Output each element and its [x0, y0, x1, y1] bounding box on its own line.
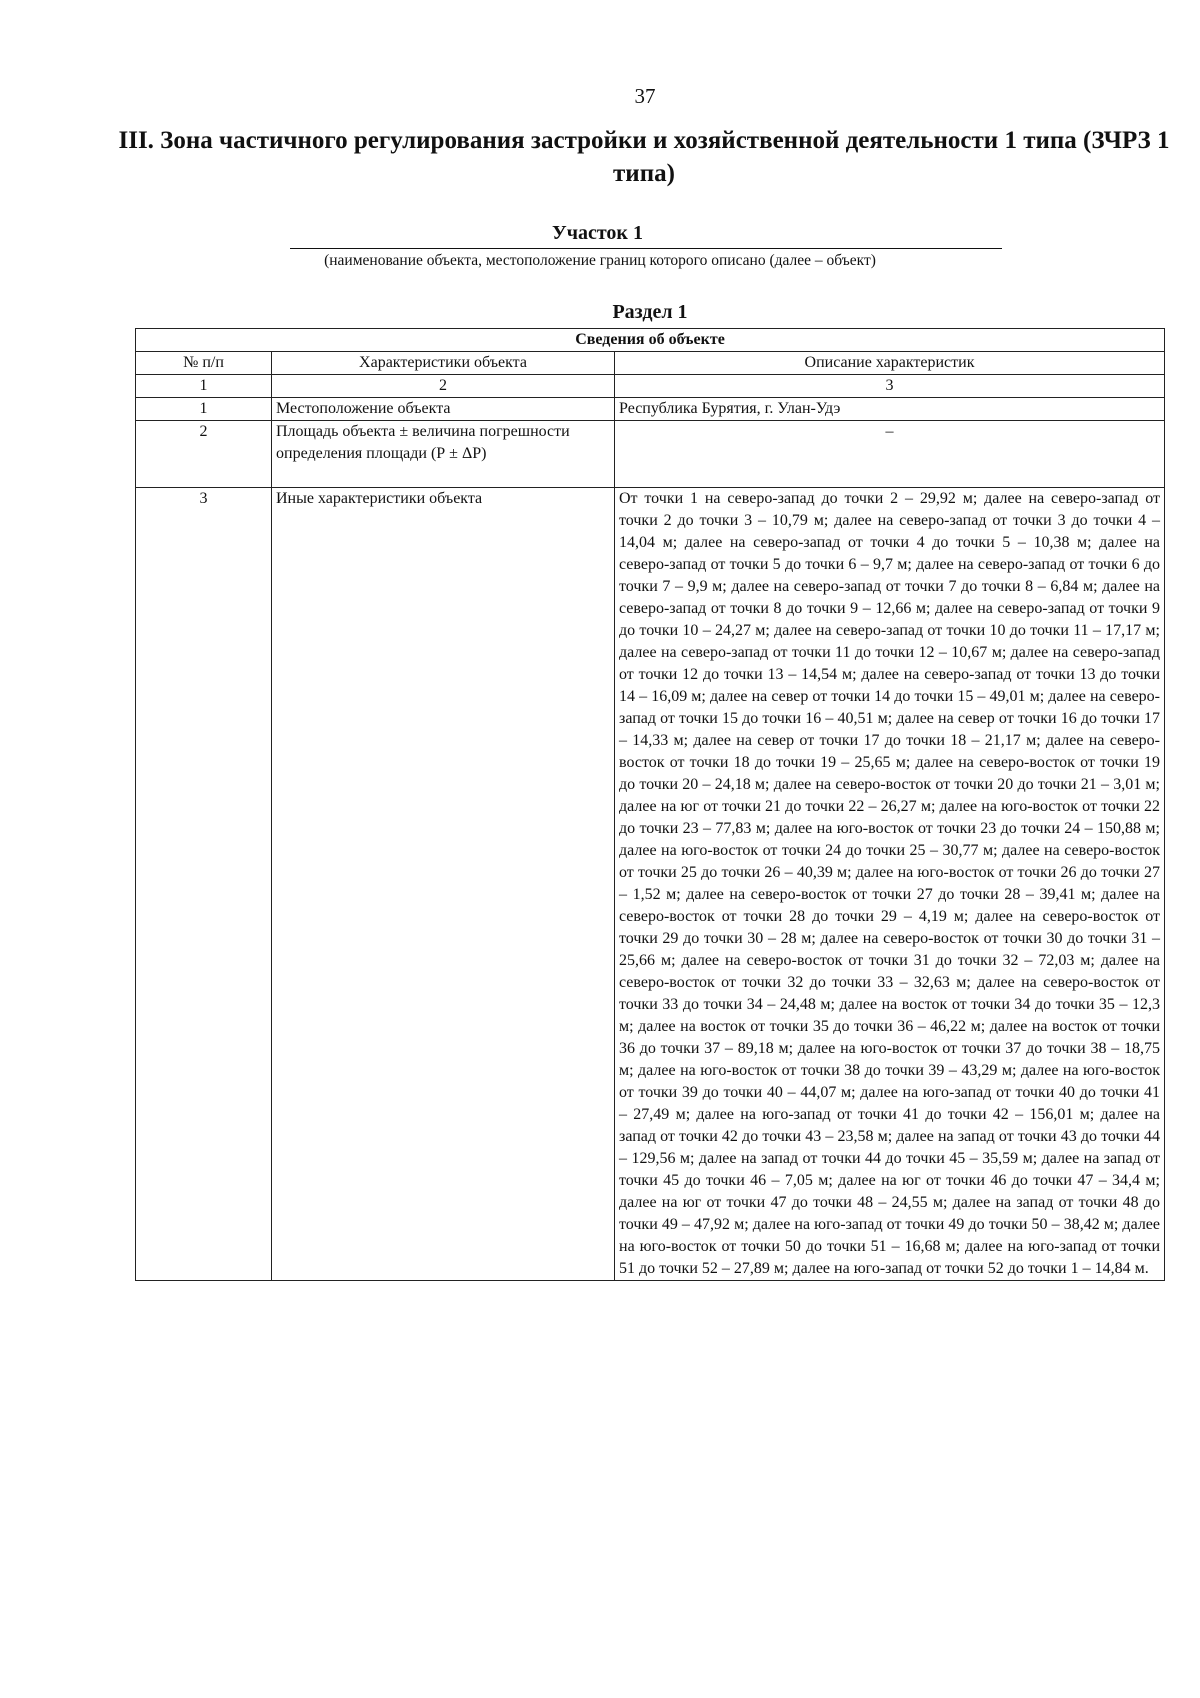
plot-name: Участок 1	[552, 222, 643, 244]
zone-title: III. Зона частичного регулирования застройки и хозяйственной деятельности 1 типа (ЗЧРЗ 1 типа)	[118, 127, 1170, 187]
table-header-row	[136, 352, 1165, 375]
header-characteristic: Характеристики объекта	[272, 352, 615, 375]
page-number: 37	[634, 84, 656, 108]
row-characteristic: Местоположение объекта	[272, 398, 615, 421]
row-number: 2	[136, 421, 272, 488]
table-row	[136, 398, 1165, 421]
table-caption-row	[136, 329, 1165, 352]
row-description: От точки 1 на северо-запад до точки 2 – 29,92 м; далее на северо-запад от точки 2 до точки 3 – 10,79 м; далее на северо-запад от точки 3 до точки 4 – 14,04 м; далее на северо-запад от точки 4 до точки 5 – 10,38 м; далее на северо-запад от точки 5 до точки 6 – 9,7 м; далее на северо-запад от точки 6 до точки 7 – 9,9 м; далее на северо-запад от точки 7 до точки 8 – 6,84 м; далее на северо-запад от точки 8 до точки 9 – 12,66 м; далее на северо-запад от точки 9 до точки 10 – 24,27 м; далее на северо-запад от точки 10 до точки 11 – 17,17 м; далее на северо-запад от точки 11 до точки 12 – 10,67 м; далее на северо-запад от точки 12 до точки 13 – 14,54 м; далее на северо-запад от точки 13 до точки 14 – 16,09 м; далее на север от точки 14 до точки 15 – 49,01 м; далее на северо-запад от точки 15 до точки 16 – 40,51 м; далее на север от точки 16 до точки 17 – 14,33 м; далее на север от точки 17 до точки 18 – 21,17 м; далее на северо-восток от точки 18 до точки 19 – 25,65 м; далее на северо-восток от точки 19 до точки 20 – 24,18 м; далее на северо-восток от точки 20 до точки 21 – 3,01 м; далее на юг от точки 21 до точки 22 – 26,27 м; далее на юго-восток от точки 22 до точки 23 – 77,83 м; далее на юго-восток от точки 23 до точки 24 – 150,88 м; далее на юго-восток от точки 24 до точки 25 – 30,77 м; далее на северо-восток от точки 25 до точки 26 – 40,39 м; далее на юго-восток от точки 26 до точки 27 – 1,52 м; далее на северо-восток от точки 27 до точки 28 – 39,41 м; далее на северо-восток от точки 28 до точки 29 – 4,19 м; далее на северо-восток от точки 29 до точки 30 – 28 м; далее на северо-восток от точки 30 до точки 31 – 25,66 м; далее на северо-восток от точки 31 до точки 32 – 72,03 м; далее на северо-восток от точки 32 до точки 33 – 32,63 м; далее на северо-восток от точки 33 до точки 34 – 24,48 м; далее на восток от точки 34 до точки 35 – 12,3 м; далее на восток от точки 35 до точки 36 – 46,22 м; далее на восток от точки 36 до точки 37 – 89,18 м; далее на юго-восток от точки 37 до точки 38 – 18,75 м; далее на юго-восток от точки 38 до точки 39 – 43,29 м; далее на юго-восток от точки 39 до точки 40 – 44,07 м; далее на юго-запад от точки 40 до точки 41 – 27,49 м; далее на юго-запад от точки 41 до точки 42 – 156,01 м; далее на запад от точки 42 до точки 43 – 23,58 м; далее на запад от точки 43 до точки 44 – 129,56 м; далее на запад от точки 44 до точки 45 – 35,59 м; далее на запад от точки 45 до точки 46 – 7,05 м; далее на юг от точки 46 до точки 47 – 34,4 м; далее на юг от точки 47 до точки 48 – 24,55 м; далее на запад от точки 48 до точки 49 – 47,92 м; далее на юго-запад от точки 49 до точки 50 – 38,42 м; далее на юго-восток от точки 50 до точки 51 – 16,68 м; далее на юго-запад от точки 51 до точки 52 – 27,89 м; далее на юго-запад от точки 52 до точки 1 – 14,84 м.	[615, 488, 1165, 1281]
column-number: 3	[615, 375, 1165, 398]
column-number: 1	[136, 375, 272, 398]
table-row	[136, 421, 1165, 488]
row-characteristic: Площадь объекта ± величина погрешности определения площади (Р ± ΔР)	[272, 421, 615, 488]
header-description: Описание характеристик	[615, 352, 1165, 375]
header-number: № п/п	[136, 352, 272, 375]
row-description: Республика Бурятия, г. Улан-Удэ	[615, 398, 1165, 421]
plot-caption: (наименование объекта, местоположение границ которого описано (далее – объект)	[324, 252, 876, 269]
table-caption: Сведения об объекте	[136, 329, 1165, 352]
row-number: 3	[136, 488, 272, 1281]
plot-underline	[290, 248, 1002, 249]
table-row	[136, 488, 1165, 1281]
object-info-table	[135, 328, 1165, 1281]
row-number: 1	[136, 398, 272, 421]
row-characteristic: Иные характеристики объекта	[272, 488, 615, 1281]
column-number-row	[136, 375, 1165, 398]
column-number: 2	[272, 375, 615, 398]
section-title: Раздел 1	[612, 301, 688, 323]
row-description: –	[615, 421, 1165, 488]
